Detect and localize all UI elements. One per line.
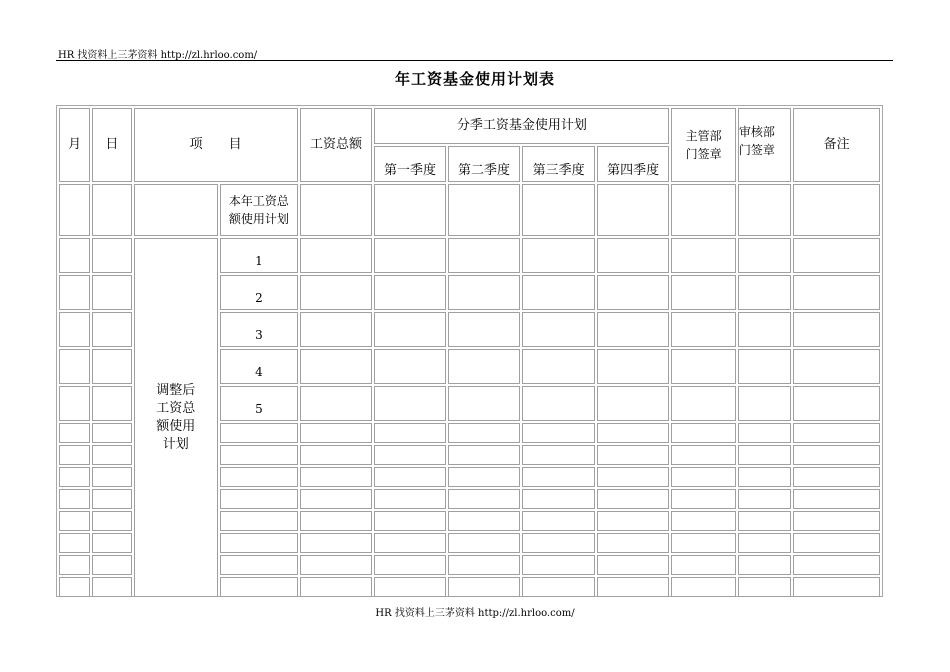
cell-dept-sign[interactable] <box>671 423 735 443</box>
cell-q1[interactable] <box>374 238 446 273</box>
cell-audit-sign[interactable] <box>738 445 791 465</box>
cell-item[interactable] <box>220 533 298 553</box>
cell-q3[interactable] <box>522 423 595 443</box>
cell-q2[interactable] <box>448 312 521 347</box>
cell-day[interactable] <box>92 445 131 465</box>
cell-q4[interactable] <box>597 184 670 236</box>
header-month: 月 <box>59 108 90 182</box>
cell-item[interactable] <box>220 489 298 509</box>
page-title: 年工资基金使用计划表 <box>394 70 555 88</box>
cell-total[interactable] <box>300 184 373 236</box>
table-row <box>59 238 880 273</box>
cell-day[interactable] <box>92 467 131 487</box>
cell-q1[interactable] <box>374 489 446 509</box>
cell-month[interactable] <box>59 511 90 531</box>
cell-dept-sign[interactable] <box>671 275 735 310</box>
cell-day[interactable] <box>92 275 131 310</box>
cell-q1[interactable] <box>374 467 446 487</box>
cell-total[interactable] <box>300 423 373 443</box>
cell-month[interactable] <box>59 238 90 273</box>
cell-month[interactable] <box>59 275 90 310</box>
item-number: 5 <box>220 386 298 421</box>
cell-q2[interactable] <box>448 489 521 509</box>
cell-day[interactable] <box>92 423 131 443</box>
cell-dept-sign[interactable] <box>671 184 735 236</box>
cell-month[interactable] <box>59 423 90 443</box>
cell-q3[interactable] <box>522 349 595 384</box>
cell-month[interactable] <box>59 577 90 597</box>
item-number: 1 <box>220 238 298 273</box>
cell-q2[interactable] <box>448 238 521 273</box>
cell-remarks[interactable] <box>793 533 880 553</box>
cell-q4[interactable] <box>597 312 670 347</box>
cell-q2[interactable] <box>448 386 521 421</box>
cell-q4[interactable] <box>597 489 670 509</box>
cell-q1[interactable] <box>374 184 446 236</box>
cell-total[interactable] <box>300 511 373 531</box>
cell-q4[interactable] <box>597 386 670 421</box>
cell-remarks[interactable] <box>793 312 880 347</box>
cell-remarks[interactable] <box>793 555 880 575</box>
cell-total[interactable] <box>300 555 373 575</box>
page-footer-text: HR 找资料上三茅资料 http://zl.hrloo.com/ <box>375 608 575 619</box>
cell-audit-sign[interactable] <box>738 238 791 273</box>
cell-q1[interactable] <box>374 445 446 465</box>
cell-q3[interactable] <box>522 511 595 531</box>
cell-q2[interactable] <box>448 445 521 465</box>
cell-month[interactable] <box>59 312 90 347</box>
cell-audit-sign[interactable] <box>738 467 791 487</box>
header-quarter-4: 第四季度 <box>597 146 670 182</box>
cell-total[interactable] <box>300 467 373 487</box>
cell-item[interactable] <box>220 511 298 531</box>
header-total: 工资总额 <box>300 108 373 182</box>
item-number: 3 <box>220 312 298 347</box>
annual-plan-label: 本年工资总 额使用计划 <box>220 184 298 236</box>
cell-q3[interactable] <box>522 238 595 273</box>
cell-total[interactable] <box>300 577 373 597</box>
cell-month[interactable] <box>59 555 90 575</box>
cell-q3[interactable] <box>522 184 595 236</box>
cell-q2[interactable] <box>448 511 521 531</box>
cell-remarks[interactable] <box>793 275 880 310</box>
cell-total[interactable] <box>300 238 373 273</box>
cell-q3[interactable] <box>522 275 595 310</box>
cell-day[interactable] <box>92 533 131 553</box>
cell-item[interactable] <box>220 577 298 597</box>
cell-q3[interactable] <box>522 386 595 421</box>
cell-q4[interactable] <box>597 511 670 531</box>
cell-day[interactable] <box>92 489 131 509</box>
cell-q4[interactable] <box>597 423 670 443</box>
cell-remarks[interactable] <box>793 423 880 443</box>
header-item: 项 目 <box>134 108 298 182</box>
cell-dept-sign[interactable] <box>671 312 735 347</box>
cell-audit-sign[interactable] <box>738 349 791 384</box>
header-row-1 <box>59 108 880 144</box>
item-number: 2 <box>220 275 298 310</box>
cell-remarks[interactable] <box>793 511 880 531</box>
cell-dept-sign[interactable] <box>671 511 735 531</box>
cell-q3[interactable] <box>522 489 595 509</box>
cell-day[interactable] <box>92 184 131 236</box>
cell-q2[interactable] <box>448 533 521 553</box>
cell-q4[interactable] <box>597 533 670 553</box>
cell-q4[interactable] <box>597 238 670 273</box>
cell-q1[interactable] <box>374 577 446 597</box>
cell-q4[interactable] <box>597 467 670 487</box>
cell-month[interactable] <box>59 489 90 509</box>
cell-q4[interactable] <box>597 445 670 465</box>
salary-plan-table <box>57 106 882 599</box>
cell-q2[interactable] <box>448 423 521 443</box>
cell-remarks[interactable] <box>793 184 880 236</box>
item-number: 4 <box>220 349 298 384</box>
cell-total[interactable] <box>300 533 373 553</box>
plan-table-container <box>56 105 883 597</box>
cell-q2[interactable] <box>448 349 521 384</box>
cell-month[interactable] <box>59 445 90 465</box>
cell-dept-sign[interactable] <box>671 386 735 421</box>
header-dept-sign: 主管部 门签章 <box>671 108 735 182</box>
cell-month[interactable] <box>59 386 90 421</box>
annual-plan-row <box>59 184 880 236</box>
cell-day[interactable] <box>92 555 131 575</box>
adjusted-plan-label: 调整后 工资总 额使用 计划 <box>134 238 219 597</box>
cell-q2[interactable] <box>448 184 521 236</box>
cell-dept-sign[interactable] <box>671 489 735 509</box>
cell-remarks[interactable] <box>793 238 880 273</box>
cell-q1[interactable] <box>374 312 446 347</box>
header-quarter-1: 第一季度 <box>374 146 446 182</box>
header-remarks: 备注 <box>793 108 880 182</box>
header-day: 日 <box>92 108 131 182</box>
cell-q1[interactable] <box>374 275 446 310</box>
cell-q2[interactable] <box>448 275 521 310</box>
cell-remarks[interactable] <box>793 349 880 384</box>
cell-dept-sign[interactable] <box>671 467 735 487</box>
cell-audit-sign[interactable] <box>738 511 791 531</box>
cell-audit-sign[interactable] <box>738 489 791 509</box>
cell-dept-sign[interactable] <box>671 577 735 597</box>
cell-total[interactable] <box>300 312 373 347</box>
cell-audit-sign[interactable] <box>738 386 791 421</box>
cell-item[interactable] <box>220 555 298 575</box>
cell-month[interactable] <box>59 184 90 236</box>
cell-day[interactable] <box>92 577 131 597</box>
cell-q3[interactable] <box>522 445 595 465</box>
cell-audit-sign[interactable] <box>738 312 791 347</box>
cell-dept-sign[interactable] <box>671 238 735 273</box>
cell-q3[interactable] <box>522 555 595 575</box>
cell-total[interactable] <box>300 386 373 421</box>
cell-q1[interactable] <box>374 386 446 421</box>
page-header-text: HR 找资料上三茅资料 http://zl.hrloo.com/ <box>58 50 258 61</box>
cell-item[interactable] <box>220 445 298 465</box>
cell-q1[interactable] <box>374 555 446 575</box>
cell-total[interactable] <box>300 445 373 465</box>
cell-day[interactable] <box>92 312 131 347</box>
cell-month[interactable] <box>59 349 90 384</box>
cell-item[interactable] <box>220 467 298 487</box>
header-quarter-2: 第二季度 <box>448 146 521 182</box>
cell-audit-sign[interactable] <box>738 184 791 236</box>
cell-q4[interactable] <box>597 275 670 310</box>
cell-item[interactable] <box>220 423 298 443</box>
cell-audit-sign[interactable] <box>738 555 791 575</box>
cell-total[interactable] <box>300 489 373 509</box>
cell-total[interactable] <box>300 349 373 384</box>
cell-q4[interactable] <box>597 349 670 384</box>
cell-q2[interactable] <box>448 555 521 575</box>
header-divider <box>56 60 893 61</box>
cell-month[interactable] <box>59 467 90 487</box>
cell-q4[interactable] <box>597 577 670 597</box>
cell-remarks[interactable] <box>793 577 880 597</box>
cell-total[interactable] <box>300 275 373 310</box>
cell-q3[interactable] <box>522 533 595 553</box>
cell-remarks[interactable] <box>793 445 880 465</box>
cell-dept-sign[interactable] <box>671 555 735 575</box>
cell-q3[interactable] <box>522 312 595 347</box>
cell-dept-sign[interactable] <box>671 349 735 384</box>
cell-dept-sign[interactable] <box>671 533 735 553</box>
cell-day[interactable] <box>92 511 131 531</box>
cell-month[interactable] <box>59 533 90 553</box>
cell-item-blank <box>134 184 219 236</box>
cell-dept-sign[interactable] <box>671 445 735 465</box>
cell-q2[interactable] <box>448 467 521 487</box>
header-quarter-group: 分季工资基金使用计划 <box>374 108 669 144</box>
cell-audit-sign[interactable] <box>738 577 791 597</box>
cell-audit-sign[interactable] <box>738 533 791 553</box>
cell-audit-sign[interactable] <box>738 423 791 443</box>
header-audit-sign: 审核部 门签章 <box>738 108 791 182</box>
cell-remarks[interactable] <box>793 386 880 421</box>
cell-day[interactable] <box>92 238 131 273</box>
cell-q3[interactable] <box>522 577 595 597</box>
cell-remarks[interactable] <box>793 489 880 509</box>
cell-remarks[interactable] <box>793 467 880 487</box>
cell-q1[interactable] <box>374 349 446 384</box>
cell-q1[interactable] <box>374 533 446 553</box>
cell-q1[interactable] <box>374 511 446 531</box>
cell-audit-sign[interactable] <box>738 275 791 310</box>
cell-q2[interactable] <box>448 577 521 597</box>
cell-q4[interactable] <box>597 555 670 575</box>
cell-day[interactable] <box>92 349 131 384</box>
cell-q1[interactable] <box>374 423 446 443</box>
cell-q3[interactable] <box>522 467 595 487</box>
cell-day[interactable] <box>92 386 131 421</box>
header-quarter-3: 第三季度 <box>522 146 595 182</box>
